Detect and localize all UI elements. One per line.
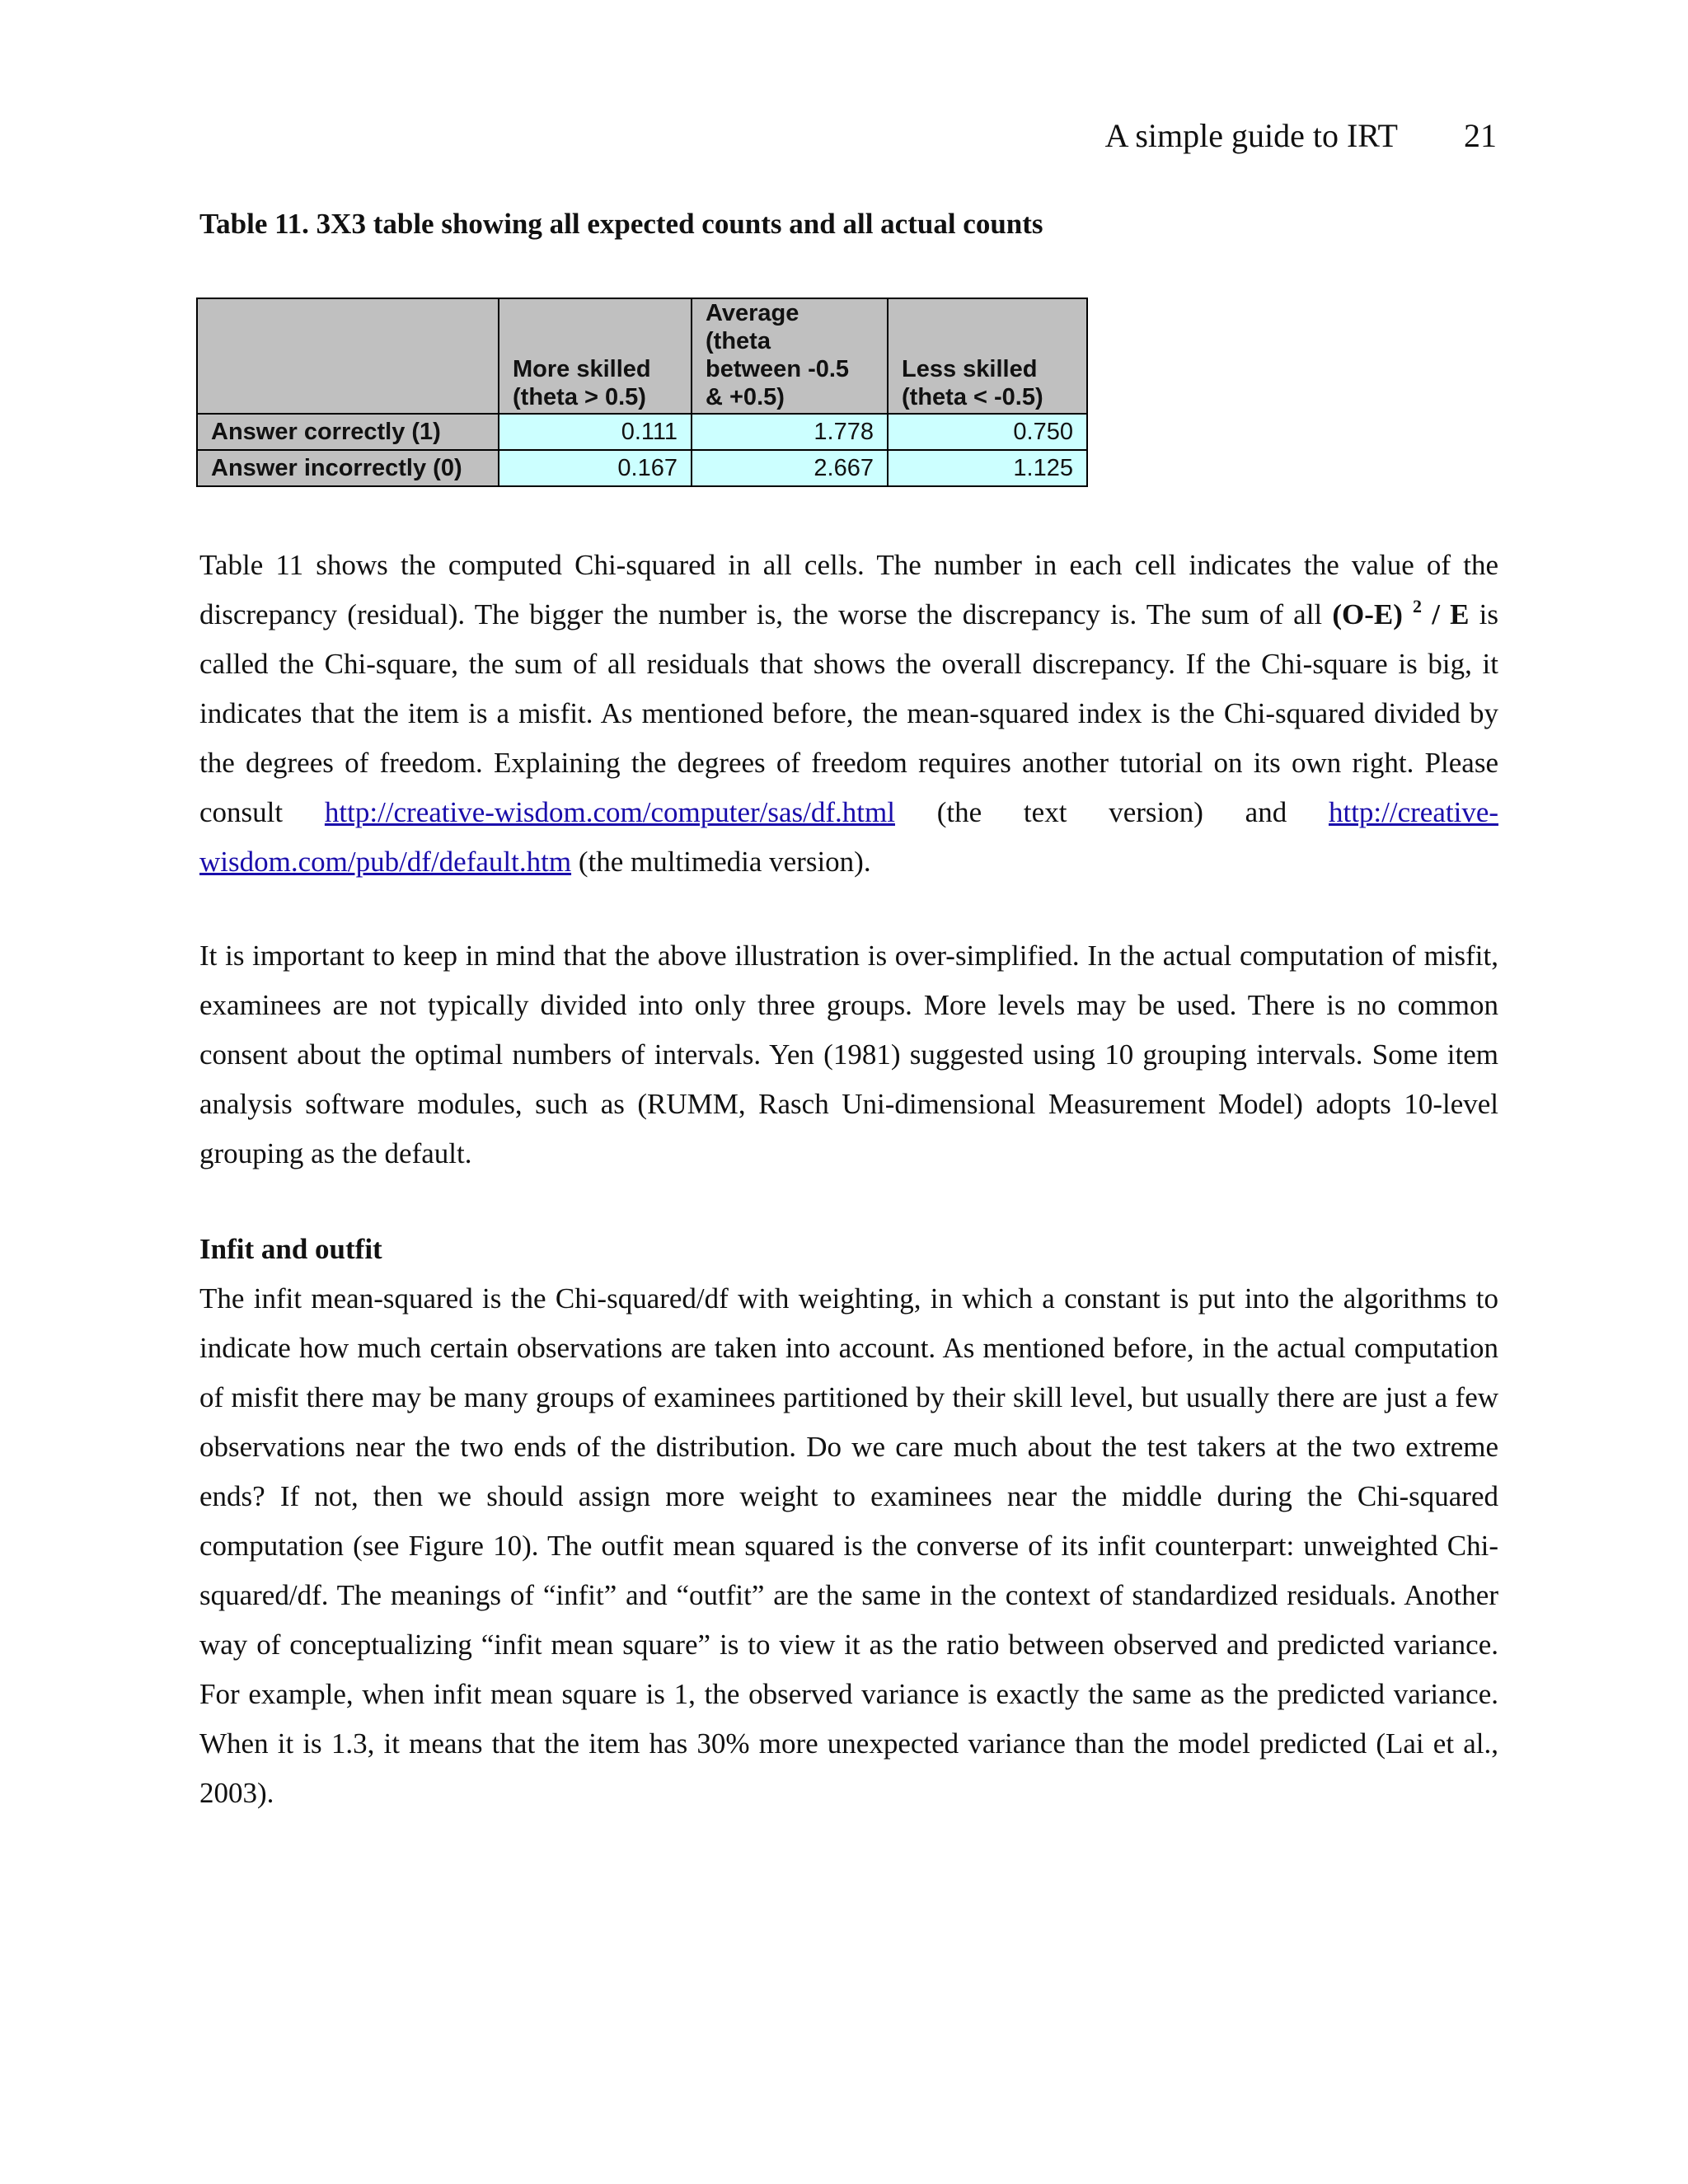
formula-residual bbox=[1332, 598, 1469, 630]
table-cell: 2.667 bbox=[692, 450, 888, 486]
formula-part: (O-E) bbox=[1332, 598, 1414, 630]
running-title: A simple guide to IRT bbox=[1104, 117, 1398, 154]
table-caption: Table 11. 3X3 table showing all expected counts and all actual counts bbox=[199, 208, 1043, 240]
table-cell: 0.750 bbox=[888, 414, 1087, 450]
formula-part: / E bbox=[1422, 598, 1470, 630]
col-header-label: Average (theta between -0.5 & +0.5) bbox=[706, 300, 850, 410]
para1-text-a: Table 11 shows the computed Chi-squared in all cells. The number in each cell indicates the value of the discrepancy (residual). The bigger the number is, the worse the discrepancy is. The sum of all bbox=[199, 549, 1498, 630]
df-multimedia-version-link[interactable]: http://creative-wisdom.com/pub/df/default.htm bbox=[199, 796, 1499, 878]
formula-exponent: 2 bbox=[1413, 596, 1423, 616]
table-cell: 0.167 bbox=[499, 450, 692, 486]
table-cell: 1.125 bbox=[888, 450, 1087, 486]
chi-square-table bbox=[196, 298, 1088, 487]
col-header-average bbox=[692, 298, 888, 414]
section-heading: Infit and outfit bbox=[199, 1233, 382, 1265]
para1-text-b: is called the Chi-square, the sum of all residuals that shows the overall discrepancy. If the Chi-square is big, it indicates that the item is a misfit. As mentioned before, the mean-squared index is the Chi-squared divided by the degrees of freedom. Explaining the degrees of freedom requires another tutorial on its own right. Please consult bbox=[199, 598, 1498, 828]
table-row bbox=[197, 414, 1087, 450]
table-row bbox=[197, 450, 1087, 486]
section-infit-outfit bbox=[199, 1225, 1498, 1818]
table-corner-cell bbox=[197, 298, 499, 414]
col-header-label: Less skilled (theta < -0.5) bbox=[902, 356, 1043, 410]
para1-text-c: (the text version) and bbox=[894, 796, 1329, 828]
df-text-version-link[interactable]: http://creative-wisdom.com/computer/sas/df.html bbox=[324, 796, 895, 828]
section-body-text: The infit mean-squared is the Chi-squared/df with weighting, in which a constant is put into the algorithms to indicate how much certain observations are taken into account. As mentioned before, in the actual computation of misfit there may be many groups of examinees partitioned by their skill level, but usually there are just a few observations near the two ends of the distribution. Do we care much about the test takers at the two extreme ends? If not, then we should assign more weight to examinees near the middle during the Chi-squared computation (see Figure 10). The outfit mean squared is the converse of its infit counterpart: unweighted Chi-squared/df. The meanings of “infit” and “outfit” are the same in the context of standardized residuals. Another way of conceptualizing “infit mean square” is to view it as the ratio between observed and predicted variance. For example, when infit mean square is 1, the observed variance is exactly the same as the predicted variance. When it is 1.3, it means that the item has 30% more unexpected variance than the model predicted (Lai et al., 2003). bbox=[199, 1282, 1498, 1809]
col-header-less-skilled bbox=[888, 298, 1087, 414]
para2-text: It is important to keep in mind that the above illustration is over-simplified. In the actual computation of misfit, examinees are not typically divided into only three groups. More levels may be used. There is no common consent about the optimal numbers of intervals. Yen (1981) suggested using 10 grouping intervals. Some item analysis software modules, such as (RUMM, Rasch Uni-dimensional Measurement Model) adopts 10-level grouping as the default. bbox=[199, 940, 1498, 1169]
table-header-row bbox=[197, 298, 1087, 414]
paragraph-oversimplified bbox=[199, 931, 1498, 1179]
col-header-more-skilled bbox=[499, 298, 692, 414]
paragraph-chi-square bbox=[199, 541, 1498, 887]
col-header-label: More skilled (theta > 0.5) bbox=[513, 356, 651, 410]
table-cell: 1.778 bbox=[692, 414, 888, 450]
row-header-answer-correctly: Answer correctly (1) bbox=[197, 414, 499, 450]
page-number: 21 bbox=[1464, 117, 1497, 154]
table-cell: 0.111 bbox=[499, 414, 692, 450]
row-header-answer-incorrectly: Answer incorrectly (0) bbox=[197, 450, 499, 486]
running-header bbox=[1105, 115, 1497, 157]
para1-text-d: (the multimedia version). bbox=[571, 846, 871, 878]
